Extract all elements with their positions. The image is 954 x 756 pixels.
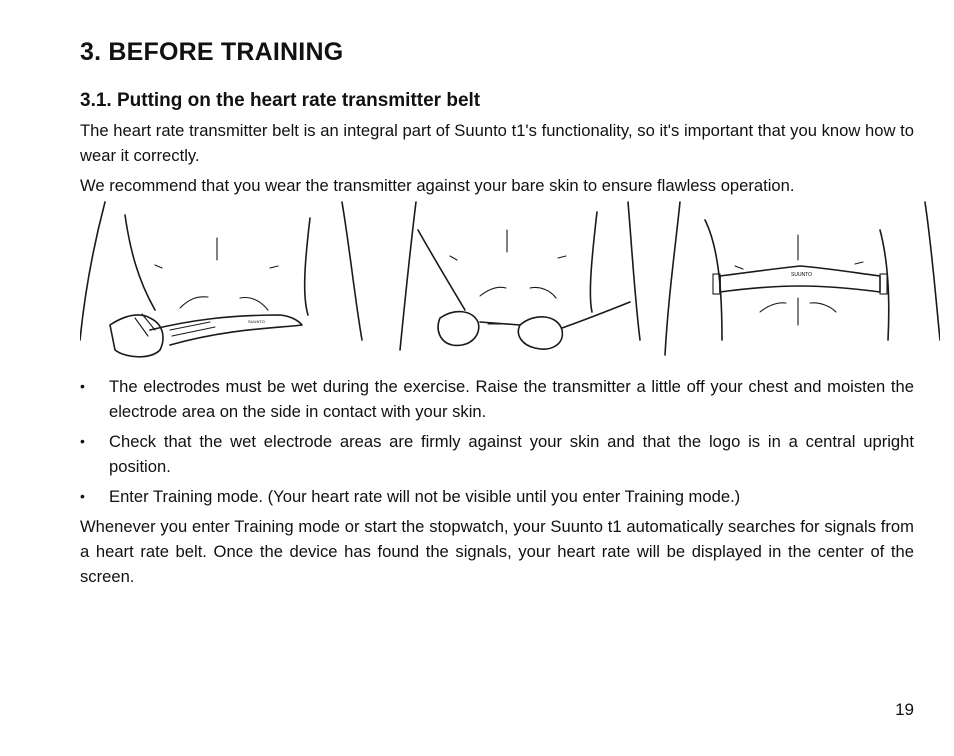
list-item-text: Enter Training mode. (Your heart rate will not be visible until you enter Training mode.) <box>109 487 741 506</box>
bullet-symbol: • <box>80 378 85 394</box>
belt-illustration <box>80 200 940 360</box>
subsection-title: 3.1. Putting on the heart rate transmitter belt <box>80 90 481 111</box>
section-title: 3. BEFORE TRAINING <box>80 38 344 66</box>
bullet-symbol: • <box>80 433 85 449</box>
list-item-text: The electrodes must be wet during the exercise. Raise the transmitter a little off your chest and moisten the electrode area on the side in contact with your skin. <box>109 377 914 421</box>
bullet-symbol: • <box>80 488 85 504</box>
belt-logo-left: SUUNTO <box>248 319 265 324</box>
outro-paragraph: Whenever you enter Training mode or start the stopwatch, your Suunto t1 automatically searches for signals from a heart rate belt. Once the device has found the signals, your heart rate will be displayed in the center of the screen. <box>80 517 914 586</box>
page-number: 19 <box>895 700 914 719</box>
list-item <box>80 374 914 424</box>
illustration-step-1 <box>80 202 362 357</box>
list-item-text: Check that the wet electrode areas are firmly against your skin and that the logo is in a central upright position. <box>109 432 914 476</box>
instruction-list <box>80 374 914 514</box>
list-item <box>80 429 914 479</box>
intro-paragraph-2: We recommend that you wear the transmitter against your bare skin to ensure flawless operation. <box>80 176 795 195</box>
illustration-step-3 <box>665 202 940 355</box>
belt-logo-right: SUUNTO <box>791 272 813 278</box>
intro-paragraph-1: The heart rate transmitter belt is an integral part of Suunto t1's functionality, so it's important that you know how to wear it correctly. <box>80 121 914 165</box>
list-item <box>80 484 914 509</box>
illustration-step-2 <box>400 202 640 350</box>
